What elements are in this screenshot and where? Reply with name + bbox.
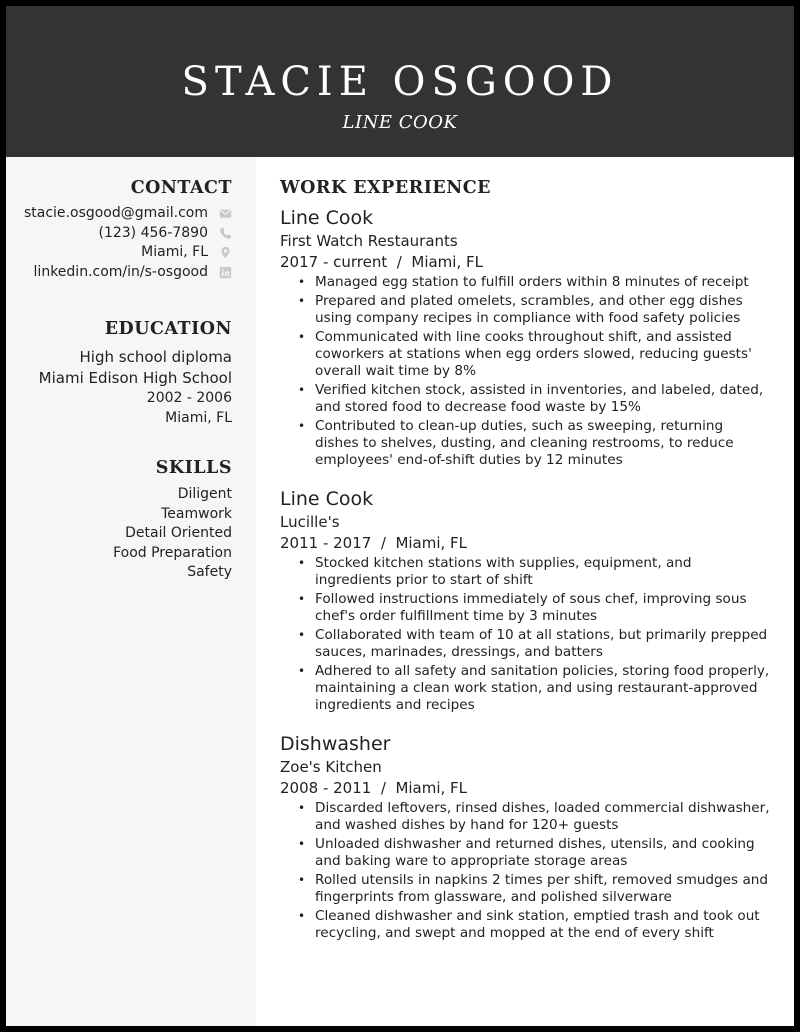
candidate-name: STACIE OSGOOD <box>181 59 619 105</box>
job-location: Miami, FL <box>411 253 483 271</box>
education-location: Miami, FL <box>165 409 232 426</box>
job-title: Line Cook <box>280 488 374 510</box>
resume-header <box>6 6 794 157</box>
job-entry <box>280 487 770 716</box>
job-bullet: • Followed instructions immediately of sous chef, improving sous chef's order fulfillment time by 3 minutes <box>280 591 770 625</box>
skill-item: Diligent <box>177 486 232 502</box>
work-experience-heading: WORK EXPERIENCE <box>280 178 491 198</box>
job-company: Lucille's <box>280 513 340 531</box>
contact-email-text: stacie.osgood@gmail.com <box>23 205 208 221</box>
contact-phone[interactable] <box>6 224 232 244</box>
skill-item: Detail Oriented <box>125 525 232 542</box>
education-school: Miami Edison High School <box>38 369 232 387</box>
location-pin-icon <box>218 246 232 260</box>
job-entry <box>280 206 770 471</box>
resume-page <box>6 6 794 1026</box>
contact-section <box>6 177 232 282</box>
education-heading: EDUCATION <box>104 319 232 339</box>
job-bullet: • Managed egg station to fulfill orders within 8 minutes of receipt <box>280 274 770 291</box>
job-bullet: • Collaborated with team of 10 at all stations, but primarily prepped sauces, marinades, dressings, and batters <box>280 627 770 661</box>
contact-linkedin-text: linkedin.com/in/s-osgood <box>33 263 208 280</box>
job-title: Line Cook <box>280 207 374 229</box>
job-location: Miami, FL <box>395 534 468 552</box>
job-bullet: • Prepared and plated omelets, scrambles, and other egg dishes using company recipes in compliance with food safety policies <box>280 293 770 327</box>
job-bullet: • Contributed to clean-up duties, such as sweeping, returning dishes to shelves, dusting, and cleaning restrooms, to reduce employees' end-of-shift duties by 12 minutes <box>280 418 770 470</box>
job-bullet: • Cleaned dishwasher and sink station, emptied trash and took out recycling, and swept and mopped at the end of every shift <box>280 908 770 942</box>
candidate-role: LINE COOK <box>342 112 458 133</box>
contact-linkedin[interactable] <box>6 263 232 283</box>
envelope-icon <box>218 207 232 221</box>
job-company: Zoe's Kitchen <box>280 758 382 776</box>
education-degree: High school diploma <box>79 348 232 366</box>
job-bullet: • Discarded leftovers, rinsed dishes, loaded commercial dishwasher, and washed dishes by hand for 120+ guests <box>280 800 770 834</box>
job-dates: 2017 - current <box>280 253 388 271</box>
contact-phone-text: (123) 456-7890 <box>98 224 208 241</box>
skill-item: Food Preparation <box>113 544 232 561</box>
job-meta: 2017 - current / Miami, FL <box>280 253 483 271</box>
skill-item: Teamwork <box>161 505 232 522</box>
contact-heading: CONTACT <box>130 178 232 198</box>
linkedin-icon <box>218 265 232 279</box>
skill-item: Safety <box>187 564 232 581</box>
contact-location <box>6 243 232 263</box>
job-bullet: • Unloaded dishwasher and returned dishes, utensils, and cooking and baking ware to appropriate storage areas <box>280 836 770 870</box>
job-title: Dishwasher <box>280 733 391 755</box>
job-company: First Watch Restaurants <box>280 232 458 250</box>
education-section <box>6 318 232 428</box>
education-years: 2002 - 2006 <box>146 390 232 406</box>
contact-location-text: Miami, FL <box>141 244 208 260</box>
job-bullets <box>280 800 770 942</box>
job-dates: 2011 - 2017 <box>280 534 372 552</box>
job-entry <box>280 732 770 944</box>
job-meta: 2008 - 2011 / Miami, FL <box>280 779 468 797</box>
job-bullet: • Stocked kitchen stations with supplies, equipment, and ingredients prior to start of shift <box>280 555 770 589</box>
job-bullets <box>280 555 770 714</box>
contact-email[interactable] <box>6 204 232 224</box>
skills-heading: SKILLS <box>155 458 232 478</box>
job-bullet: • Verified kitchen stock, assisted in inventories, and labeled, dated, and stored food to decrease food waste by 15% <box>280 382 770 416</box>
phone-icon <box>218 226 232 240</box>
job-bullet: • Communicated with line cooks throughout shift, and assisted coworkers at stations when egg orders slowed, reducing guests' overall wait time by 8% <box>280 329 770 381</box>
sidebar <box>6 157 256 1026</box>
job-bullet: • Adhered to all safety and sanitation policies, storing food properly, maintaining a clean work station, and using restaurant-approved ingredients and recipes <box>280 663 770 715</box>
job-location: Miami, FL <box>395 779 468 797</box>
job-dates: 2008 - 2011 <box>280 779 372 797</box>
skills-section <box>6 457 232 583</box>
job-bullet: • Rolled utensils in napkins 2 times per shift, removed smudges and fingerprints from glassware, and polished silverware <box>280 872 770 906</box>
job-bullets <box>280 274 770 469</box>
job-meta: 2011 - 2017 / Miami, FL <box>280 534 468 552</box>
